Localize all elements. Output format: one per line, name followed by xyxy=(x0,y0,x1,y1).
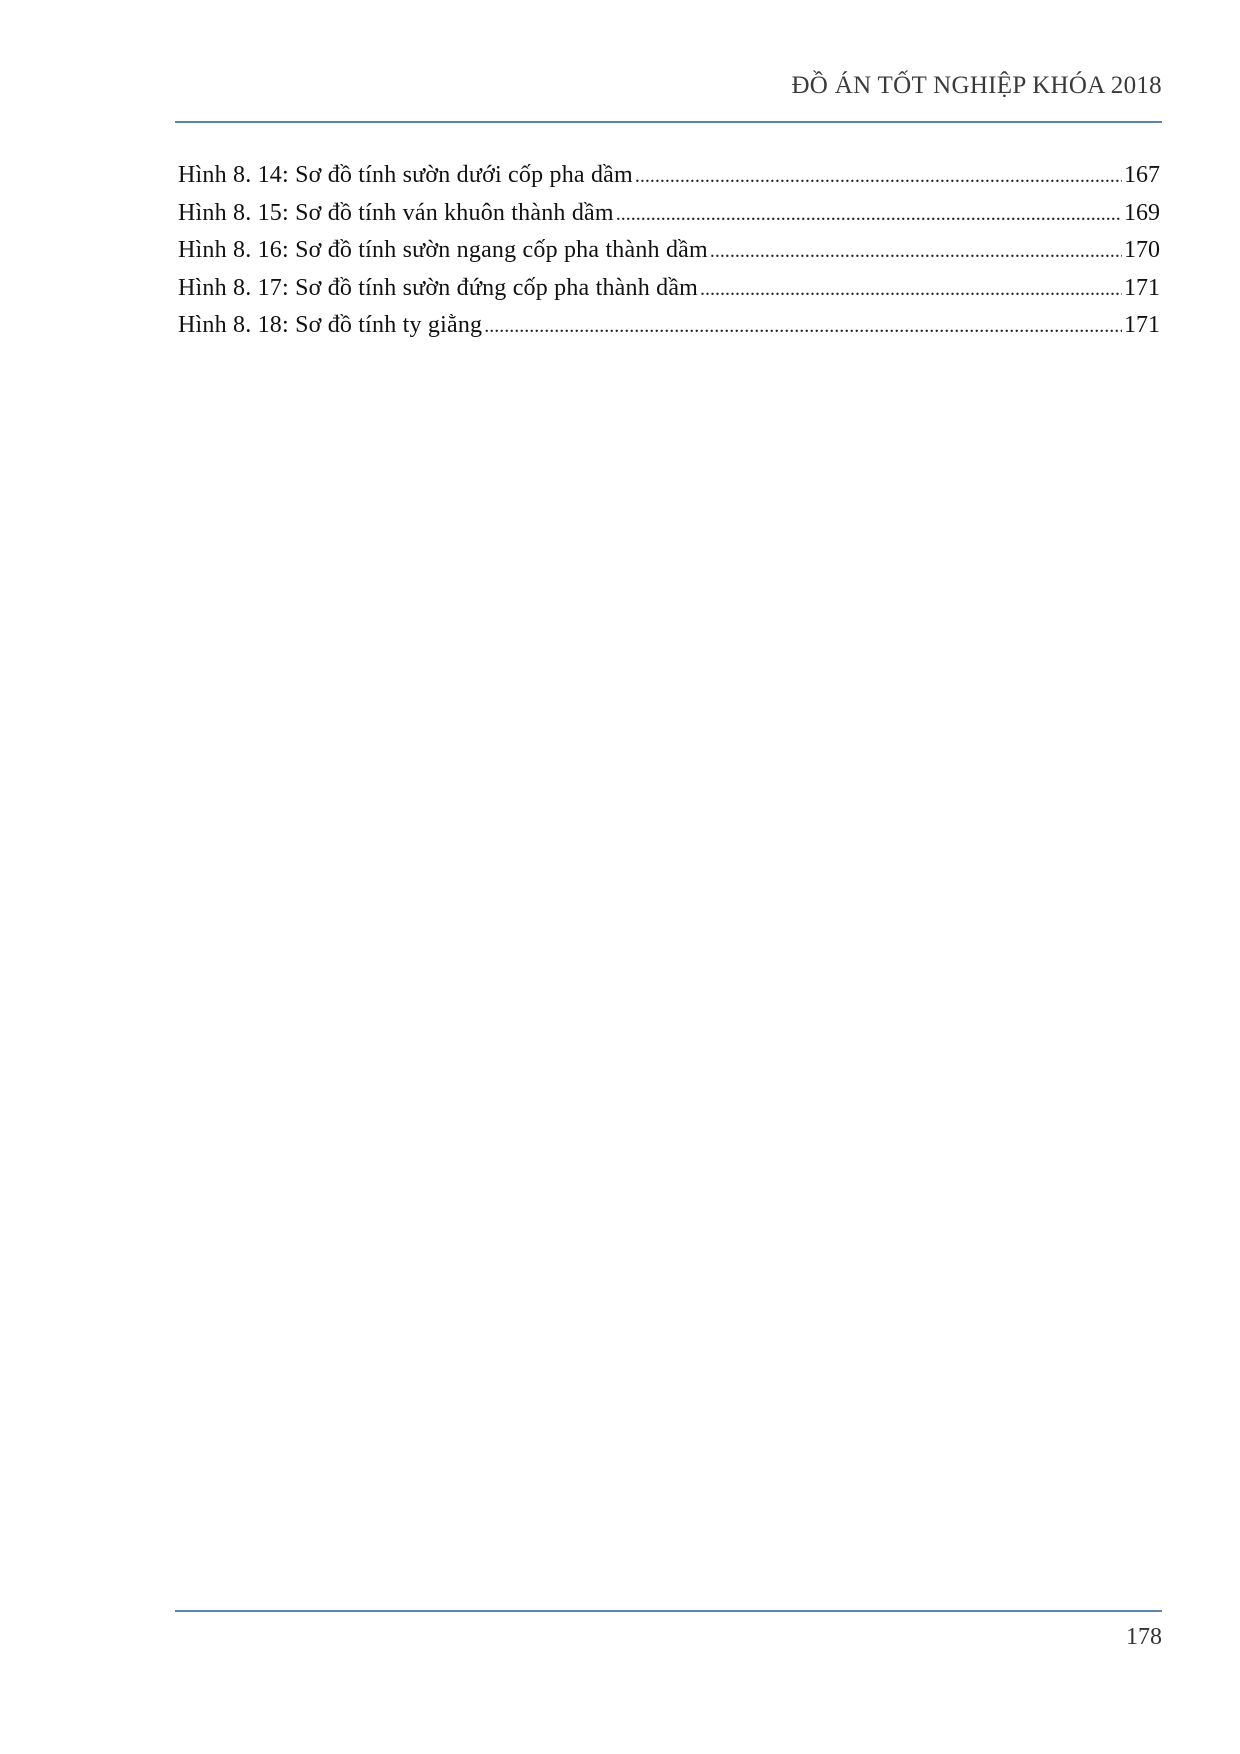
toc-entry[interactable] xyxy=(178,270,1160,308)
toc-entry-page: 171 xyxy=(1124,312,1160,338)
toc-entry-page: 167 xyxy=(1124,162,1160,188)
toc-entry-page: 171 xyxy=(1124,274,1160,301)
toc-entry[interactable] xyxy=(178,195,1160,233)
toc-entry-text: Hình 8. 15: Sơ đồ tính ván khuôn thành dầm xyxy=(178,199,614,226)
footer-divider xyxy=(175,1610,1162,1612)
toc-entry-text: Hình 8. 17: Sơ đồ tính sườn đứng cốp pha thành dầm xyxy=(178,274,699,301)
page-header-title: ĐỒ ÁN TỐT NGHIỆP KHÓA 2018 xyxy=(791,72,1162,99)
toc-entry-text: Hình 8. 16: Sơ đồ tính sườn ngang cốp pha thành dầm xyxy=(178,237,708,263)
toc-entry-text: Hình 8. 18: Sơ đồ tính ty giằng xyxy=(178,312,483,338)
header-divider xyxy=(175,121,1162,123)
figure-list xyxy=(178,157,1160,345)
toc-entry[interactable] xyxy=(178,307,1160,345)
toc-entry-text: Hình 8. 14: Sơ đồ tính sườn dưới cốp pha dầm xyxy=(178,162,633,188)
toc-entry[interactable] xyxy=(178,157,1160,195)
toc-dot-leader xyxy=(710,233,1122,271)
toc-entry-page: 170 xyxy=(1124,237,1160,263)
toc-dot-leader xyxy=(700,271,1122,309)
toc-entry[interactable] xyxy=(178,232,1160,270)
toc-dot-leader xyxy=(484,308,1122,346)
toc-dot-leader xyxy=(635,158,1122,196)
toc-entry-page: 169 xyxy=(1124,199,1160,226)
page-number: 178 xyxy=(1126,1624,1162,1650)
toc-dot-leader xyxy=(616,196,1122,234)
